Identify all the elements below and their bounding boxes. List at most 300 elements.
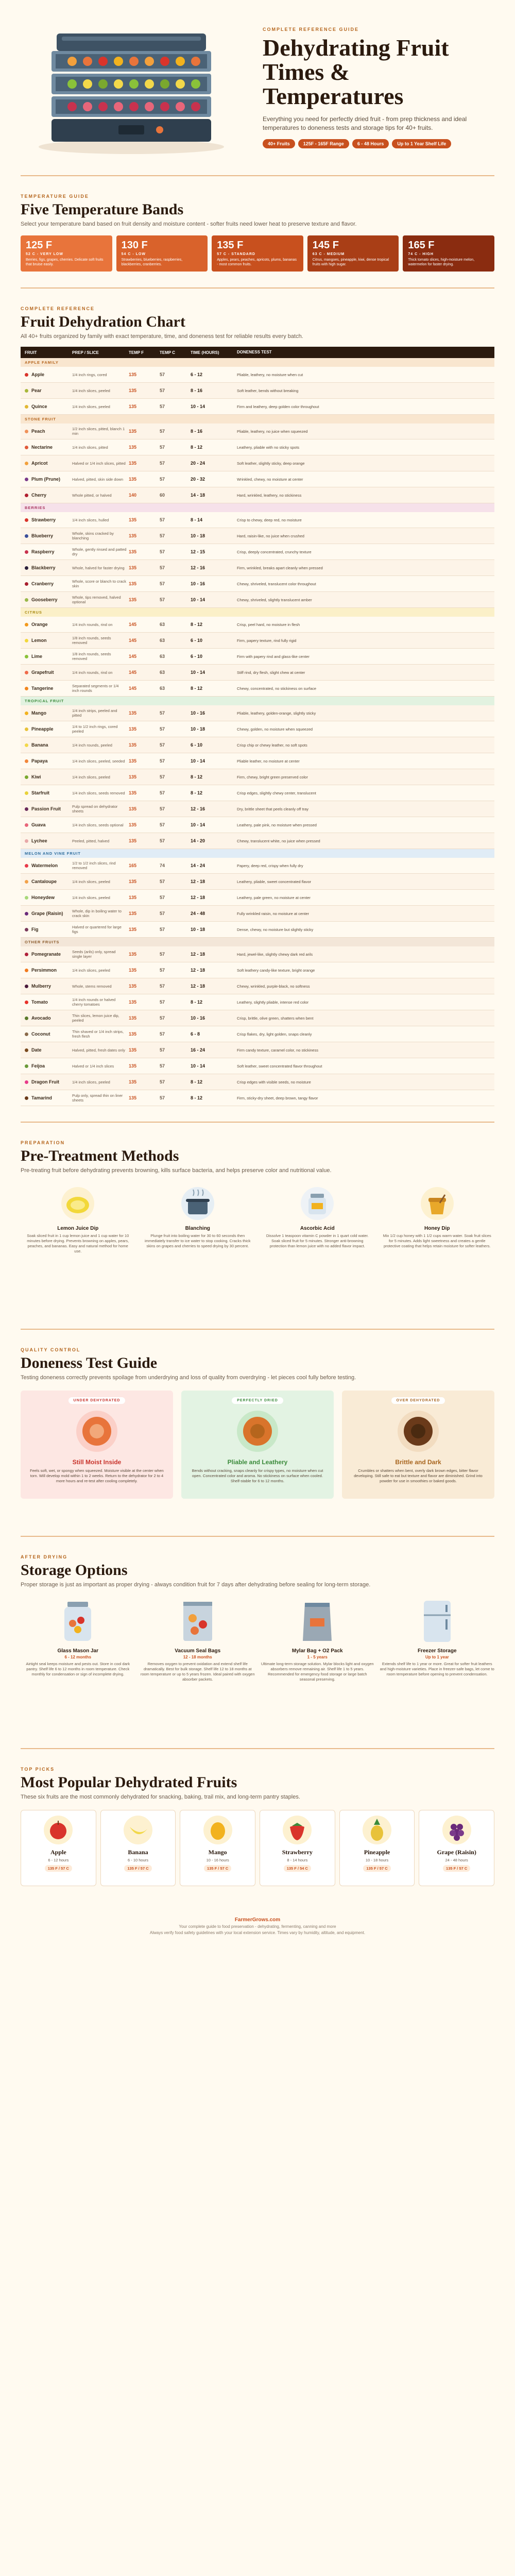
- temp-c-cell: 60: [160, 493, 165, 498]
- table-row: [21, 544, 494, 560]
- hero-pill: Up to 1 Year Shelf Life: [392, 139, 451, 148]
- doneness-cell: Crisp chip or chewy leather, no soft spots: [237, 742, 307, 748]
- popular-fruit-card[interactable]: [180, 1810, 255, 1886]
- fruit-cell: [21, 372, 72, 377]
- prep-cell: Whole pitted, or halved: [72, 493, 112, 498]
- doneness-title: Still Moist Inside: [72, 1458, 122, 1466]
- storage-title: Storage Options: [21, 1562, 128, 1579]
- band-name: 57 C - STANDARD: [217, 252, 255, 257]
- table-row: [21, 785, 494, 801]
- fruit-cell: [21, 984, 72, 989]
- chart-kicker: COMPLETE REFERENCE: [21, 306, 95, 311]
- doneness-cell: Firm and leathery, deep golden color throughout: [237, 404, 319, 409]
- fruit-cell: [21, 533, 72, 538]
- doneness-card: [181, 1391, 334, 1499]
- table-row: [21, 399, 494, 415]
- header-temp-f: TEMP F: [129, 350, 144, 355]
- temp-f-cell: 135: [129, 372, 137, 378]
- doneness-cell: Chewy, concentrated, no stickiness on surface: [237, 686, 317, 691]
- temp-f-cell: 135: [129, 461, 137, 466]
- time-cell: 10 - 18: [191, 927, 205, 933]
- fruit-name: Passion Fruit: [31, 806, 61, 812]
- prep-cell: Halved or quartered for large figs: [72, 925, 122, 935]
- prep-cell: 1/4 inch slices, peeled: [72, 1079, 110, 1084]
- doneness-title: Pliable and Leathery: [227, 1458, 288, 1466]
- time-cell: 8 - 16: [191, 388, 203, 394]
- storage-card: [380, 1598, 495, 1683]
- popular-fruit-card[interactable]: [339, 1810, 415, 1886]
- table-row: [21, 1042, 494, 1058]
- fruit-cell: [21, 388, 72, 393]
- temp-c-cell: 57: [160, 1079, 165, 1085]
- band-temp: 135 F: [217, 240, 244, 251]
- temp-c-cell: 57: [160, 999, 165, 1005]
- table-row: [21, 906, 494, 922]
- doneness-cell: Hard, raisin-like, no juice when crushed: [237, 533, 304, 538]
- fruit-cell: [21, 927, 72, 932]
- fruit-dot-icon: [25, 671, 28, 674]
- table-row: [21, 922, 494, 938]
- category-header: OTHER FRUITS: [21, 938, 494, 946]
- doneness-cell: Pliable, leathery, no juice when squeezed: [237, 429, 308, 434]
- prep-cell: Halved or 1/4 inch slices, pitted: [72, 461, 126, 466]
- hero-pill: 6 - 48 Hours: [352, 139, 389, 148]
- fruit-cell: [21, 1063, 72, 1069]
- fruit-name: Feijoa: [31, 1063, 45, 1069]
- storage-desc: Ultimate long-term storage solution. Mylar blocks light and oxygen absorbers remove remaining air. Shelf life 1 to 5 years. Recommended for emergency food storage or large batch seasonal preserving.: [261, 1661, 374, 1682]
- fruit-name: Dragon Fruit: [31, 1079, 59, 1085]
- fruit-name: Papaya: [31, 758, 48, 764]
- doneness-desc: Feels soft, wet, or spongy when squeezed. Moisture visible at the center when torn. Will develop mold within 1 to 2 weeks. Return to the dehydrator for 2 to 4 more hours and re-test after cooling completely.: [30, 1468, 164, 1484]
- time-cell: 6 - 10: [191, 638, 203, 643]
- prep-cell: 1/4 inch slices, peeled: [72, 895, 110, 900]
- temp-f-cell: 135: [129, 517, 137, 523]
- fruit-name: Fig: [31, 927, 39, 933]
- temp-c-cell: 74: [160, 863, 165, 869]
- fruit-dot-icon: [25, 1064, 28, 1068]
- popular-fruit-hours: 24 - 48 hours: [445, 1857, 468, 1862]
- temp-f-cell: 135: [129, 1063, 137, 1069]
- fruit-dot-icon: [25, 389, 28, 393]
- popular-fruit-name: Mango: [208, 1848, 227, 1856]
- fruit-name: Guava: [31, 822, 46, 828]
- popular-fruit-name: Banana: [128, 1848, 148, 1856]
- fruit-cell: [21, 895, 72, 900]
- temp-c-cell: 57: [160, 790, 165, 796]
- fruit-name: Apple: [31, 372, 45, 378]
- fruit-name: Orange: [31, 622, 48, 628]
- temp-c-cell: 57: [160, 838, 165, 844]
- fruit-dot-icon: [25, 566, 28, 570]
- fruit-name: Plum (Prune): [31, 477, 61, 482]
- doneness-cell: Chewy, shriveled, slightly translucent amber: [237, 597, 312, 602]
- methods-title: Pre-Treatment Methods: [21, 1147, 179, 1165]
- hero-kicker: COMPLETE REFERENCE GUIDE: [263, 27, 359, 32]
- popular-fruit-card[interactable]: [260, 1810, 335, 1886]
- doneness-cell: Pliable leather, no moisture at center: [237, 758, 300, 764]
- fruit-cell: [21, 477, 72, 482]
- fruit-cell: [21, 838, 72, 843]
- storage-list: [21, 1598, 494, 1683]
- fruit-name: Honeydew: [31, 895, 55, 901]
- doneness-cell: Soft leather, bends without breaking: [237, 388, 299, 393]
- time-cell: 8 - 12: [191, 790, 203, 796]
- storage-life: 6 - 12 months: [64, 1654, 92, 1659]
- table-row: [21, 471, 494, 487]
- time-cell: 6 - 8: [191, 1031, 200, 1037]
- header-temp-c: TEMP C: [160, 350, 176, 355]
- table-row: [21, 1074, 494, 1090]
- fruit-name: Gooseberry: [31, 597, 58, 603]
- over-icon: [395, 1408, 441, 1454]
- temp-f-cell: 135: [129, 388, 137, 394]
- lemon-icon: [60, 1185, 96, 1222]
- temp-f-cell: 135: [129, 774, 137, 780]
- doneness-cell: Leathery, slightly pliable, intense red color: [237, 999, 309, 1005]
- temp-c-cell: 57: [160, 774, 165, 780]
- temp-f-cell: 135: [129, 404, 137, 410]
- category-header: STONE FRUIT: [21, 415, 494, 423]
- header-time: TIME (HOURS): [191, 350, 219, 355]
- method-card: [380, 1183, 495, 1257]
- temp-c-cell: 57: [160, 1047, 165, 1053]
- temperature-band-card: [403, 235, 494, 272]
- temp-c-cell: 57: [160, 726, 165, 732]
- banana-icon: [123, 1815, 153, 1845]
- table-row: [21, 753, 494, 769]
- footer-brand[interactable]: FarmerGrows.com: [234, 1917, 281, 1923]
- temp-f-cell: 135: [129, 549, 137, 555]
- fruit-dot-icon: [25, 494, 28, 497]
- hero-pill: 125F - 165F Range: [298, 139, 349, 148]
- time-cell: 8 - 12: [191, 1079, 203, 1085]
- fruit-name: Lychee: [31, 838, 47, 844]
- fruit-cell: [21, 999, 72, 1005]
- prep-cell: Whole, skins cracked by blanching: [72, 531, 114, 541]
- fruit-name: Watermelon: [31, 863, 58, 869]
- fruit-name: Blueberry: [31, 533, 54, 539]
- doneness-cell: Soft leather, sweet concentrated flavor throughout: [237, 1063, 322, 1069]
- time-cell: 12 - 18: [191, 895, 205, 901]
- chart-subtitle: All 40+ fruits organized by family with exact temperature, time, and doneness test for reliable results every batch.: [21, 333, 303, 340]
- popular-fruit-name: Grape (Raisin): [437, 1848, 476, 1856]
- temp-f-cell: 135: [129, 597, 137, 603]
- fruit-dot-icon: [25, 478, 28, 481]
- category-header: APPLE FAMILY: [21, 358, 494, 367]
- method-desc: Mix 1/2 cup honey with 1 1/2 cups warm water. Soak fruit slices for 5 minutes. Adds light sweetness and creates a gentle protective coating that helps retain moisture for softer leathers.: [383, 1233, 491, 1249]
- temp-c-cell: 57: [160, 1031, 165, 1037]
- fruit-cell: [21, 806, 72, 811]
- fruit-dot-icon: [25, 405, 28, 409]
- dehydration-chart-section: [0, 289, 515, 1122]
- doneness-cell: Chewy, translucent white, no juice when pressed: [237, 838, 320, 843]
- doneness-subtitle: Testing doneness correctly prevents spoilage from underdrying and loss of quality from overdrying - let pieces cool fully before testing.: [21, 1375, 356, 1381]
- popular-fruit-hours: 6 - 10 hours: [127, 1857, 149, 1862]
- popular-subtitle: These six fruits are the most commonly dehydrated for snacking, baking, trail mix, and long-term pantry staples.: [21, 1794, 300, 1801]
- doneness-cell: Pliable, leathery, no moisture when cut: [237, 372, 303, 377]
- header-fruit: FRUIT: [25, 350, 37, 355]
- category-header: MELON AND VINE FRUIT: [21, 849, 494, 858]
- temp-c-cell: 57: [160, 533, 165, 539]
- temp-f-cell: 135: [129, 1079, 137, 1085]
- doneness-cell: Wrinkled, chewy, no moisture at center: [237, 477, 303, 482]
- doneness-cell: Leathery, pale green, no moisture at center: [237, 895, 311, 900]
- methods-kicker: PREPARATION: [21, 1140, 65, 1146]
- doneness-list: [21, 1391, 494, 1499]
- prep-cell: 1/4 inch slices, seeds removed: [72, 790, 125, 795]
- fruit-dot-icon: [25, 807, 28, 811]
- doneness-cell: Crisp, peel hard, no moisture in flesh: [237, 622, 300, 627]
- bands-title: Five Temperature Bands: [21, 201, 184, 218]
- prep-cell: 1/4 inch rounds, peeled: [72, 742, 112, 748]
- fruit-dot-icon: [25, 462, 28, 465]
- method-title: Honey Dip: [424, 1225, 450, 1231]
- table-row: [21, 681, 494, 697]
- temp-c-cell: 57: [160, 984, 165, 989]
- apple-icon: [43, 1815, 74, 1845]
- table-row: [21, 1090, 494, 1106]
- storage-subtitle: Proper storage is just as important as proper drying - always condition fruit for 7 days after dehydrating before sealing for long-term storage.: [21, 1582, 371, 1588]
- table-row: [21, 576, 494, 592]
- hero-subtitle: Everything you need for perfectly dried fruit - from prep thickness and ideal temperatures to doneness tests and storage tips for 40+ fruits.: [263, 115, 467, 132]
- doneness-desc: Bends without cracking, snaps cleanly for crispy types, no moisture when cut open. Concentrated color and aroma. No stickiness on surface when cooled. Shelf-stable for 6 to 12 months.: [192, 1468, 323, 1484]
- fruit-name: Starfruit: [31, 790, 50, 796]
- temp-f-cell: 135: [129, 999, 137, 1005]
- band-desc: Thick tomato slices, high-moisture melon, watermelon for faster drying.: [408, 258, 475, 267]
- table-row: [21, 769, 494, 785]
- fruit-name: Apricot: [31, 461, 48, 466]
- method-desc: Soak sliced fruit in 1 cup lemon juice and 1 cup water for 10 minutes before drying. Prevents browning on apples, pears, peaches, and bananas. Easy and natural method for home use.: [27, 1233, 129, 1254]
- popular-fruit-hours: 6 - 12 hours: [48, 1857, 69, 1862]
- fruit-dot-icon: [25, 598, 28, 602]
- fruit-name: Pomegranate: [31, 952, 61, 957]
- footer-line-1: Your complete guide to food preservation - dehydrating, fermenting, canning and more: [179, 1924, 336, 1929]
- popular-fruit-temp: 135 F / 54 C: [284, 1865, 311, 1872]
- dehydrator-illustration: [21, 18, 242, 157]
- temp-c-cell: 57: [160, 879, 165, 885]
- temp-c-cell: 57: [160, 549, 165, 555]
- hero-text: [263, 27, 494, 148]
- temp-f-cell: 135: [129, 1095, 137, 1101]
- fruit-dot-icon: [25, 985, 28, 988]
- table-row: [21, 455, 494, 471]
- prep-cell: 1/4 inch rings, cored: [72, 372, 107, 377]
- storage-life: Up to 1 year: [425, 1654, 449, 1659]
- prep-cell: Pulp only, spread thin on liner sheets: [72, 1093, 123, 1103]
- category-header: BERRIES: [21, 503, 494, 512]
- fruit-name: Raspberry: [31, 549, 55, 555]
- fruit-dot-icon: [25, 727, 28, 731]
- time-cell: 8 - 12: [191, 622, 203, 628]
- popular-fruit-card[interactable]: [100, 1810, 176, 1886]
- doneness-cell: Crisp, brittle, olive green, shatters when bent: [237, 1015, 314, 1021]
- fruit-dot-icon: [25, 759, 28, 763]
- fruit-cell: [21, 565, 72, 570]
- doneness-cell: Firm, papery texture, rind fully rigid: [237, 638, 297, 643]
- storage-title: Mylar Bag + O2 Pack: [291, 1648, 343, 1654]
- temp-f-cell: 135: [129, 533, 137, 539]
- temp-f-cell: 135: [129, 565, 137, 571]
- fruit-name: Nectarine: [31, 445, 53, 450]
- table-header: [21, 347, 494, 358]
- band-desc: Berries, figs, grapes, cherries. Delicate soft fruits that bruise easily.: [26, 258, 104, 267]
- table-row: [21, 592, 494, 608]
- doneness-title: Doneness Test Guide: [21, 1354, 158, 1372]
- temperature-band-card: [307, 235, 399, 272]
- temp-c-cell: 57: [160, 895, 165, 901]
- time-cell: 12 - 16: [191, 806, 205, 812]
- page-title: Dehydrating Fruit Times & Temperatures: [263, 35, 449, 110]
- time-cell: 10 - 16: [191, 581, 205, 587]
- temp-c-cell: 63: [160, 622, 165, 628]
- fruit-dot-icon: [25, 743, 28, 747]
- popular-list: [21, 1810, 494, 1886]
- fruit-cell: [21, 742, 72, 748]
- band-temp: 145 F: [312, 240, 339, 251]
- time-cell: 10 - 16: [191, 710, 205, 716]
- table-row: [21, 528, 494, 544]
- grape-icon: [441, 1815, 472, 1845]
- temp-f-cell: 135: [129, 952, 137, 957]
- prep-cell: Thin slices, lemon juice dip, peeled: [72, 1013, 119, 1023]
- methods-list: [21, 1183, 494, 1257]
- temp-f-cell: 135: [129, 927, 137, 933]
- hero-pills: [263, 139, 494, 148]
- time-cell: 12 - 18: [191, 984, 205, 989]
- table-row: [21, 649, 494, 665]
- temp-f-cell: 135: [129, 1015, 137, 1021]
- time-cell: 10 - 14: [191, 1063, 205, 1069]
- fruit-cell: [21, 597, 72, 602]
- fruit-dot-icon: [25, 953, 28, 956]
- time-cell: 8 - 12: [191, 999, 203, 1005]
- doneness-cell: Dry, brittle sheet that peels cleanly off tray: [237, 806, 308, 811]
- temp-f-cell: 135: [129, 726, 137, 732]
- storage-life: 12 - 18 months: [183, 1654, 212, 1659]
- temp-c-cell: 57: [160, 581, 165, 587]
- dehydrator-icon: [21, 18, 242, 157]
- doneness-section: [0, 1330, 515, 1536]
- fruit-name: Cranberry: [31, 581, 54, 587]
- time-cell: 12 - 15: [191, 549, 205, 555]
- prep-cell: Peeled, pitted, halved: [72, 838, 110, 843]
- fruit-cell: [21, 404, 72, 409]
- table-row: [21, 1058, 494, 1074]
- table-row: [21, 721, 494, 737]
- hero-section: [0, 0, 515, 175]
- storage-life: 1 - 5 years: [307, 1654, 328, 1659]
- doneness-tag: OVER DEHYDRATED: [391, 1397, 445, 1404]
- doneness-cell: Crisp flakes, dry, light golden, snaps cleanly: [237, 1031, 312, 1037]
- fruit-dot-icon: [25, 928, 28, 931]
- hero-pill: 40+ Fruits: [263, 139, 295, 148]
- band-name: 54 C - LOW: [121, 252, 146, 257]
- fruit-cell: [21, 461, 72, 466]
- fruit-dot-icon: [25, 518, 28, 522]
- band-name: 63 C - MEDIUM: [312, 252, 345, 257]
- prep-cell: 1/4 inch strips, peeled and pitted: [72, 708, 117, 718]
- temp-c-cell: 63: [160, 654, 165, 659]
- table-row: [21, 617, 494, 633]
- doneness-cell: Chewy, shriveled, translucent color throughout: [237, 581, 316, 586]
- fruit-dot-icon: [25, 430, 28, 433]
- method-title: Blanching: [185, 1225, 210, 1231]
- footer-line-2: Always verify food safety guidelines with your local extension service. Times vary by humidity, altitude, and equipment.: [149, 1930, 366, 1936]
- method-title: Lemon Juice Dip: [57, 1225, 99, 1231]
- temperature-band-card: [212, 235, 303, 272]
- fruit-name: Lime: [31, 654, 43, 659]
- prep-cell: 1/8 inch rounds, seeds removed: [72, 652, 111, 662]
- fruit-dot-icon: [25, 912, 28, 916]
- popular-section: [0, 1749, 515, 1909]
- fruit-dot-icon: [25, 1016, 28, 1020]
- table-row: [21, 560, 494, 576]
- doneness-cell: Chewy, wrinkled, purple-black, no softness: [237, 984, 310, 989]
- fruit-cell: [21, 879, 72, 884]
- prep-cell: 1/4 inch slices, seeds optional: [72, 822, 124, 827]
- temp-c-cell: 57: [160, 461, 165, 466]
- temp-f-cell: 145: [129, 670, 137, 675]
- prep-cell: 1/2 inch slices, pitted, blanch 1 min: [72, 427, 125, 436]
- temp-c-cell: 57: [160, 445, 165, 450]
- jar-icon: [299, 1185, 335, 1222]
- temp-c-cell: 57: [160, 565, 165, 571]
- fruit-dot-icon: [25, 1080, 28, 1084]
- temp-f-cell: 145: [129, 638, 137, 643]
- doneness-cell: Soft leathery candy-like texture, bright orange: [237, 968, 315, 973]
- popular-fruit-hours: 10 - 16 hours: [206, 1857, 229, 1862]
- temp-c-cell: 57: [160, 710, 165, 716]
- time-cell: 10 - 14: [191, 597, 205, 603]
- doneness-cell: Chewy, golden, no moisture when squeezed: [237, 726, 313, 732]
- prep-cell: Thin shaved or 1/4 inch strips, fresh flesh: [72, 1029, 124, 1039]
- method-desc: Plunge fruit into boiling water for 30 to 60 seconds then immediately transfer to ice water to stop cooking. Cracks thick skins on grapes and cherries to speed drying by 30 percent.: [145, 1233, 251, 1249]
- band-temp: 130 F: [121, 240, 148, 251]
- time-cell: 12 - 16: [191, 565, 205, 571]
- prep-cell: 1/4 inch rounds, rind on: [72, 670, 113, 675]
- temp-f-cell: 135: [129, 742, 137, 748]
- fruit-name: Kiwi: [31, 774, 41, 780]
- prep-cell: 1/4 inch slices, peeled: [72, 968, 110, 973]
- prep-cell: 1/2 to 1/2 inch slices, rind removed: [72, 861, 116, 871]
- time-cell: 8 - 14: [191, 517, 203, 523]
- time-cell: 14 - 18: [191, 493, 205, 498]
- popular-fruit-card[interactable]: [419, 1810, 494, 1886]
- fruit-dot-icon: [25, 687, 28, 690]
- fruit-dot-icon: [25, 582, 28, 586]
- time-cell: 6 - 10: [191, 654, 203, 659]
- doneness-cell: Hard, jewel-like, slightly chewy dark red arils: [237, 952, 313, 957]
- time-cell: 10 - 14: [191, 670, 205, 675]
- table-row: [21, 858, 494, 874]
- fruit-name: Grape (Raisin): [31, 911, 63, 917]
- temperature-band-card: [21, 235, 112, 272]
- table-row: [21, 833, 494, 849]
- temp-c-cell: 63: [160, 686, 165, 691]
- storage-card: [260, 1598, 375, 1683]
- temp-f-cell: 145: [129, 622, 137, 628]
- fruit-dot-icon: [25, 655, 28, 658]
- fruit-name: Pear: [31, 388, 42, 394]
- fruit-cell: [21, 1095, 72, 1100]
- freezer-icon: [417, 1598, 458, 1644]
- popular-fruit-card[interactable]: [21, 1810, 96, 1886]
- doneness-cell: Papery, deep red, crispy when fully dry: [237, 863, 303, 868]
- temp-c-cell: 63: [160, 638, 165, 643]
- prep-cell: 1/4 inch slices, peeled: [72, 879, 110, 884]
- prep-cell: 1/4 inch rounds or halved cherry tomatoes: [72, 997, 116, 1007]
- prep-cell: 1/4 inch slices, hulled: [72, 517, 109, 522]
